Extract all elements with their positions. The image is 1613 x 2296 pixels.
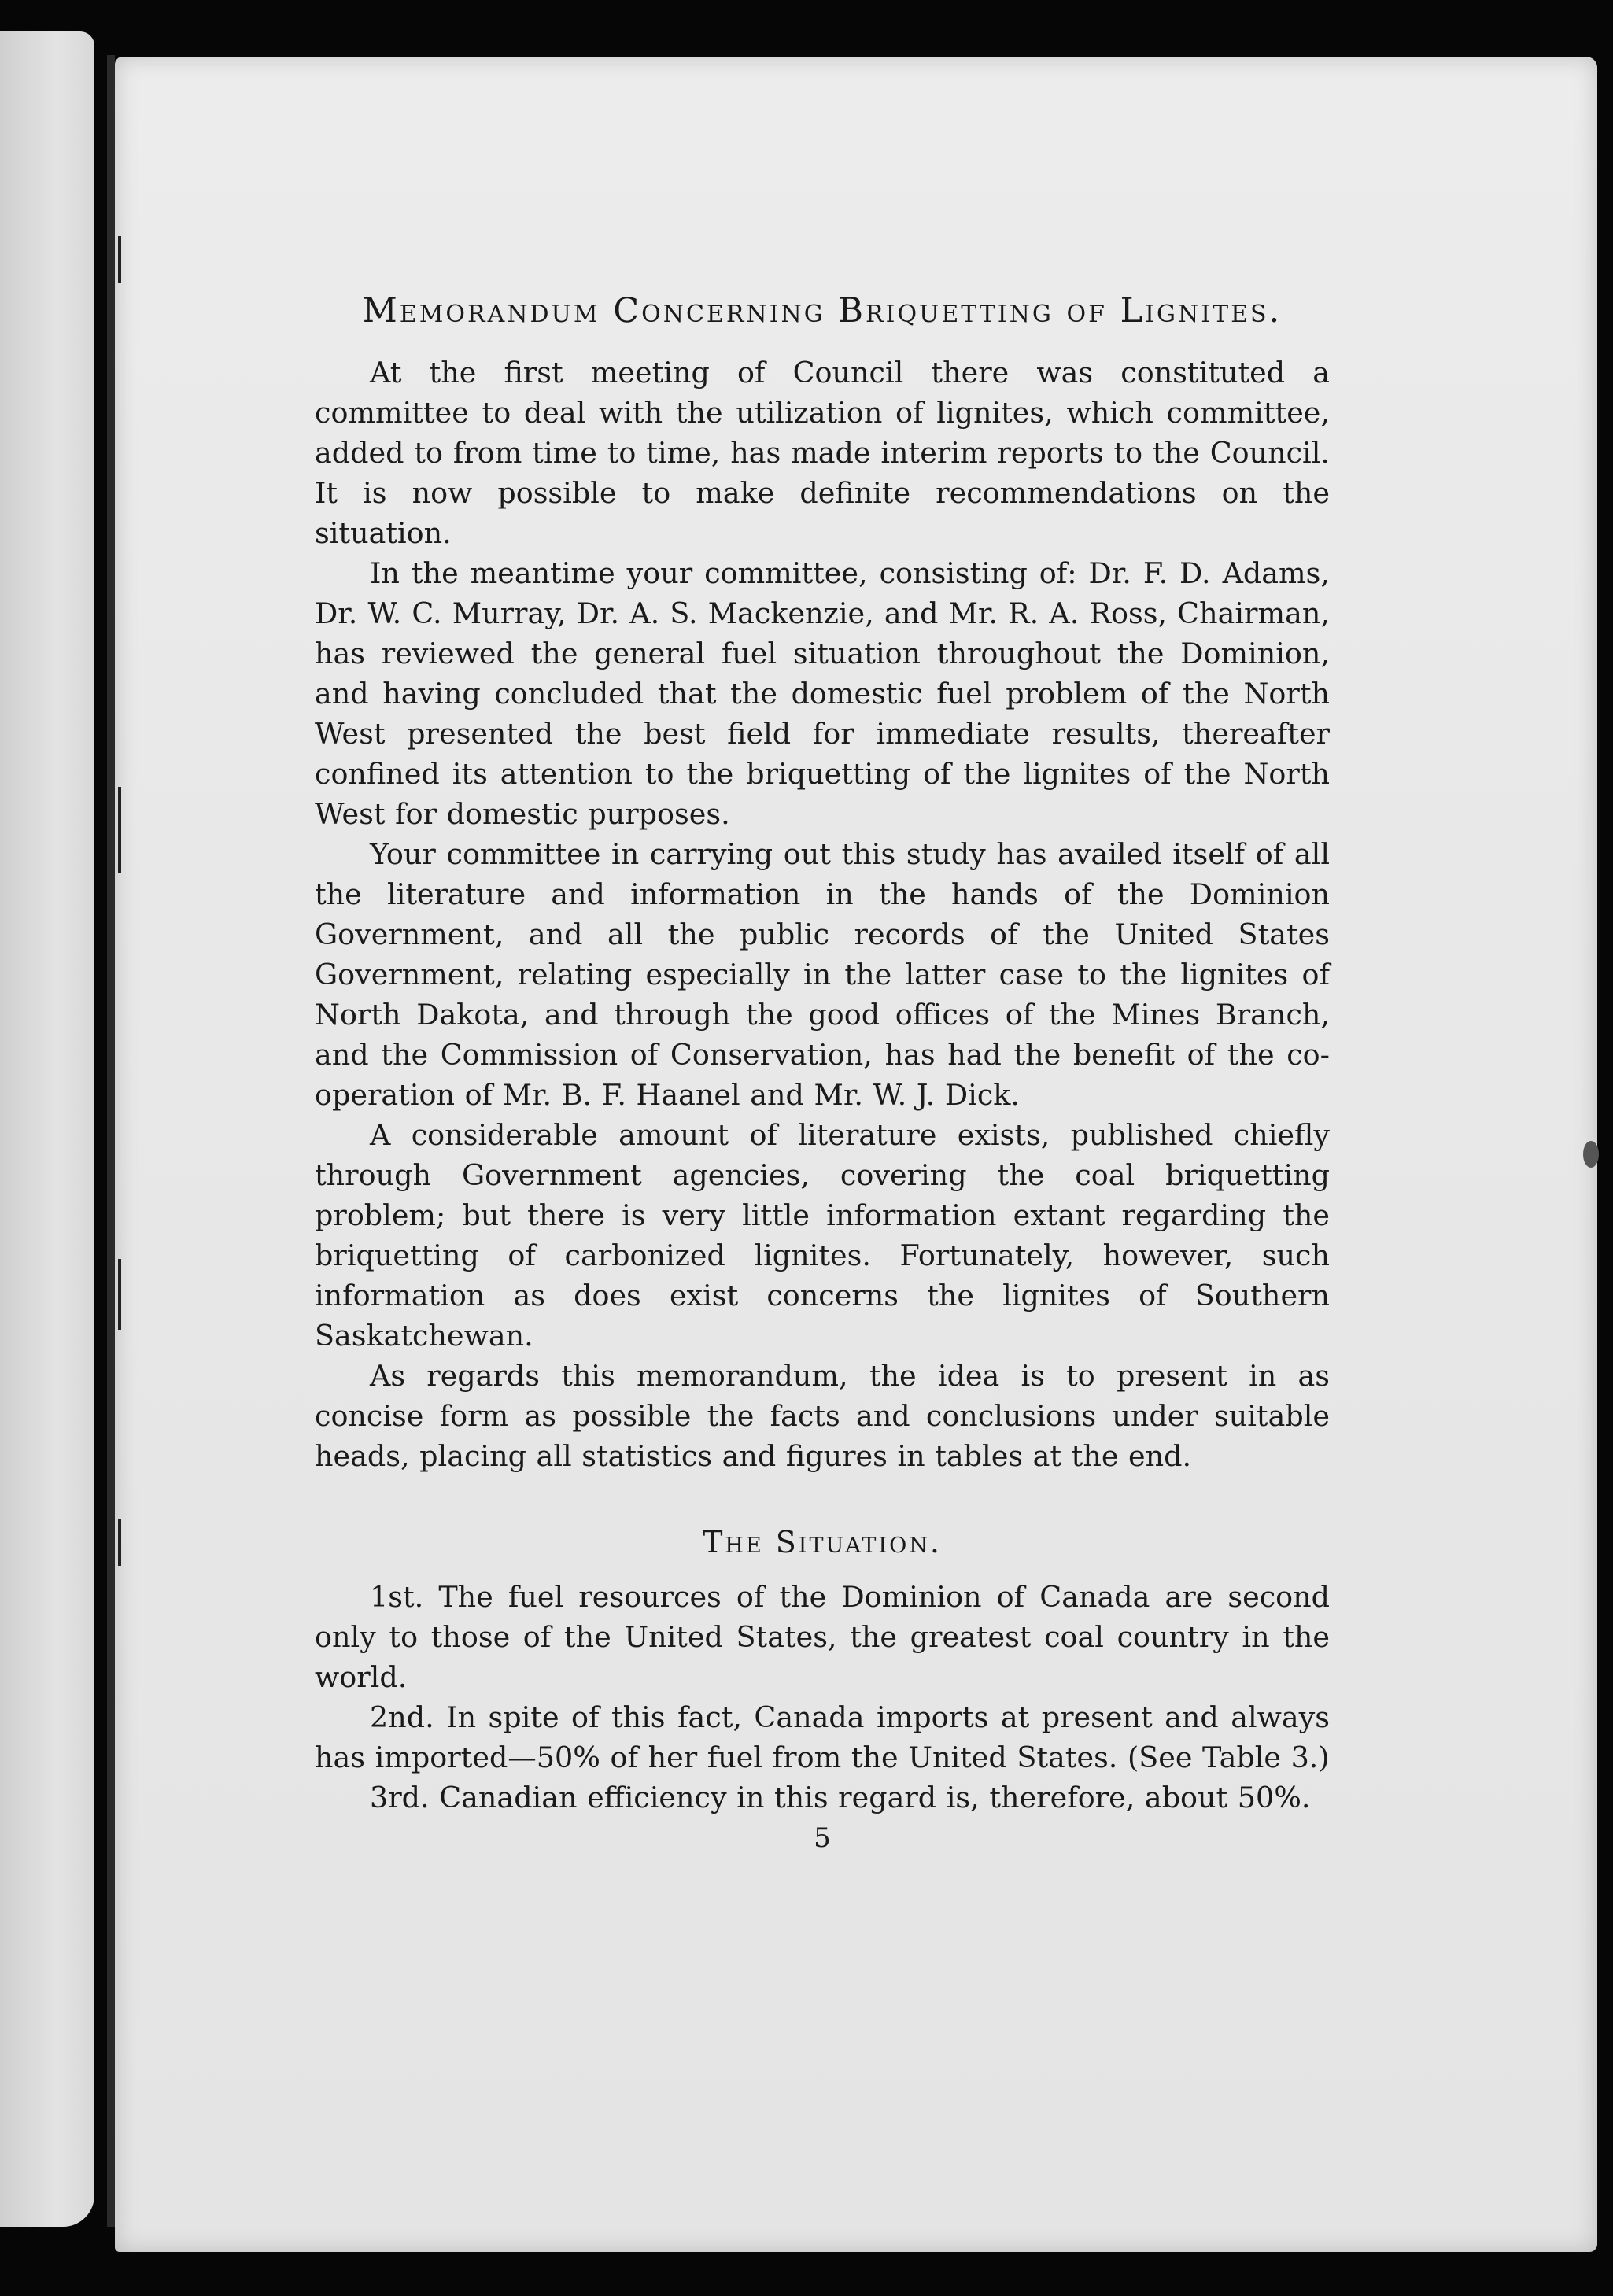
- section-gap: [315, 1476, 1330, 1525]
- situation-heading: The Situation.: [703, 1525, 942, 1560]
- facing-page-edge: [0, 31, 94, 2227]
- paragraph-1: At the first meeting of Council there was constituted a committee to deal with the utilization of lignites, which committee, added to from time to time, has made interim reports to the Council. It is now possible to make definite recommendations on the situation.: [315, 356, 1330, 550]
- paragraph-5: As regards this memorandum, the idea is to present in as concise form as possible the facts and conclusions under suitable heads, placing all statistics and figures in tables at the end.: [315, 1359, 1330, 1473]
- situation-item-2: 2nd. In spite of this fact, Canada imports at present and always has imported—50% of her fuel from the United States. (See Table 3.): [315, 1700, 1330, 1774]
- memorandum-heading: Memorandum Concerning Briquetting of Lignites.: [362, 291, 1283, 330]
- paragraph-3: Your committee in carrying out this study has availed itself of all the literature and information in the hands of the Dominion Government, and all the public records of the United States Government, relating especially in the latter case to the lignites of North Dakota, and through the good offices of the Mines Branch, and the Commission of Conservation, has had the benefit of the co-operation of Mr. B. F. Haanel and Mr. W. J. Dick.: [315, 837, 1330, 1112]
- spine-marks: [118, 236, 123, 1574]
- scan-speck: [1583, 1141, 1599, 1168]
- page-content: [315, 291, 1330, 1854]
- situation-item-3: 3rd. Canadian efficiency in this regard is, therefore, about 50%.: [370, 1781, 1311, 1814]
- page-gutter: [107, 55, 115, 2227]
- paragraph-2: In the meantime your committee, consisting of: Dr. F. D. Adams, Dr. W. C. Murray, Dr. A. S. Mackenzie, and Mr. R. A. Ross, Chairman, has reviewed the general fuel situation throughout the Dominion, and having concluded that the domestic fuel problem of the North West presented the best field for immediate results, thereafter confined its attention to the briquetting of the lignites of the North West for domestic purposes.: [315, 556, 1330, 831]
- paragraph-4: A considerable amount of literature exists, published chiefly through Government agencies, covering the coal briquetting problem; but there is very little information extant regarding the briquetting of carbonized lignites. Fortunately, however, such information as does exist concerns the lignites of Southern Saskatchewan.: [315, 1118, 1330, 1353]
- page-number: 5: [814, 1822, 831, 1854]
- situation-item-1: 1st. The fuel resources of the Dominion of Canada are second only to those of the United States, the greatest coal country in the world.: [315, 1580, 1330, 1694]
